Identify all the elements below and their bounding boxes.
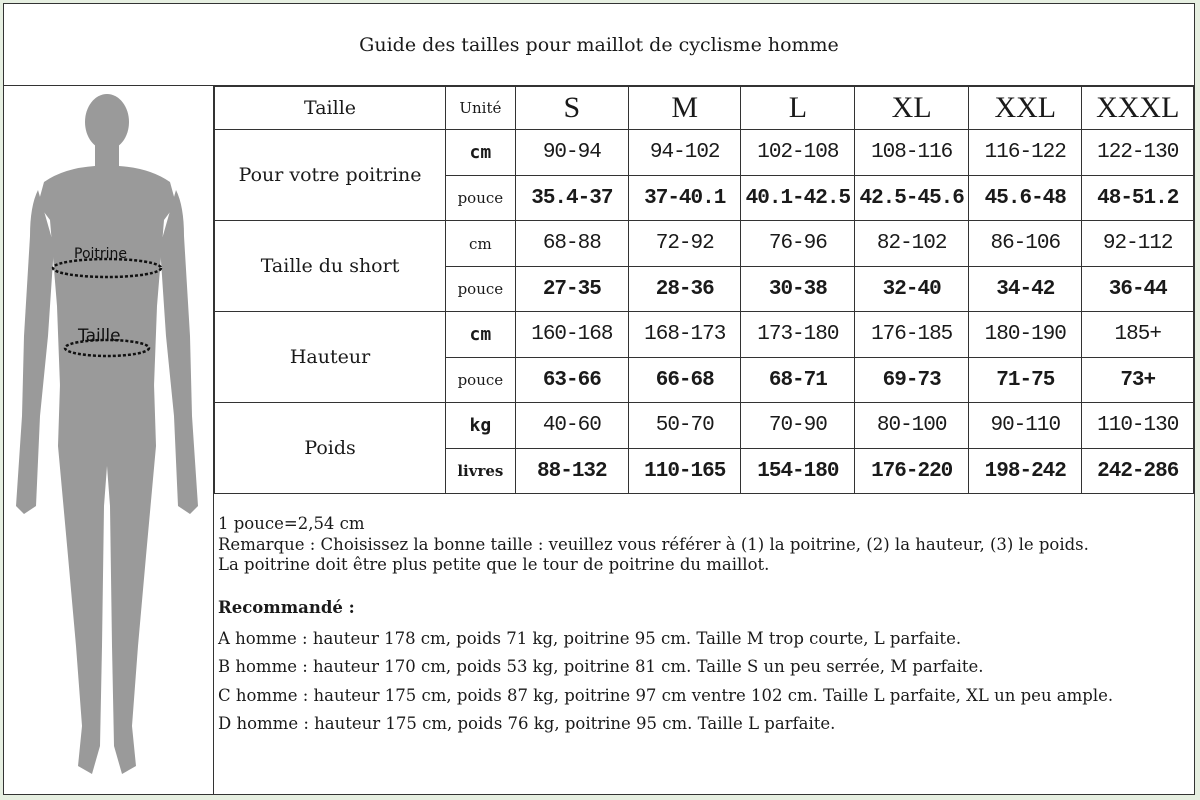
size-guide-frame [3, 3, 1195, 795]
value-cell: 68-88 [515, 221, 628, 267]
recommendation-case: A homme : hauteur 178 cm, poids 71 kg, poitrine 95 cm. Taille M trop courte, L parfaite. [218, 628, 962, 648]
body-silhouette-icon [4, 86, 212, 794]
value-cell: 45.6-48 [969, 176, 1082, 221]
value-cell: 88-132 [515, 449, 628, 494]
value-cell: 110-130 [1082, 403, 1194, 449]
value-cell: 102-108 [741, 130, 855, 176]
value-cell: 242-286 [1082, 449, 1194, 494]
value-cell: 48-51.2 [1082, 176, 1194, 221]
value-cell: 72-92 [629, 221, 741, 267]
value-cell: 68-71 [741, 358, 855, 403]
header-size-label: Taille [215, 87, 446, 130]
value-cell: 76-96 [741, 221, 855, 267]
unit-cell: cm [446, 312, 516, 358]
remark-line-2: La poitrine doit être plus petite que le tour de poitrine du maillot. [218, 555, 770, 575]
value-cell: 69-73 [855, 358, 969, 403]
table-row [215, 130, 1194, 176]
value-cell: 94-102 [629, 130, 741, 176]
value-cell: 63-66 [515, 358, 628, 403]
size-table-wrap [214, 86, 1194, 494]
unit-cell: kg [446, 403, 516, 449]
group-label-chest: Pour votre poitrine [215, 130, 446, 221]
recommended-title: Recommandé : [218, 597, 355, 617]
value-cell: 154-180 [741, 449, 855, 494]
table-row [215, 403, 1194, 449]
unit-cell: cm [446, 130, 516, 176]
unit-cell: pouce [446, 176, 516, 221]
size-table [214, 86, 1194, 494]
table-row [215, 312, 1194, 358]
value-cell: 92-112 [1082, 221, 1194, 267]
value-cell: 122-130 [1082, 130, 1194, 176]
value-cell: 34-42 [969, 267, 1082, 312]
waist-label: Taille [78, 326, 121, 346]
value-cell: 173-180 [741, 312, 855, 358]
value-cell: 168-173 [629, 312, 741, 358]
size-header-s: S [515, 87, 628, 130]
value-cell: 71-75 [969, 358, 1082, 403]
notes-section [218, 514, 1193, 743]
size-header-xl: XL [855, 87, 969, 130]
value-cell: 160-168 [515, 312, 628, 358]
value-cell: 42.5-45.6 [855, 176, 969, 221]
recommendation-case: C homme : hauteur 175 cm, poids 87 kg, poitrine 97 cm ventre 102 cm. Taille L parfaite, XL un peu ample. [218, 685, 1114, 705]
value-cell: 37-40.1 [629, 176, 741, 221]
value-cell: 180-190 [969, 312, 1082, 358]
value-cell: 176-185 [855, 312, 969, 358]
title-bar [4, 4, 1194, 86]
value-cell: 90-94 [515, 130, 628, 176]
unit-cell: livres [446, 449, 516, 494]
unit-cell: cm [446, 221, 516, 267]
remark-line-1: Remarque : Choisissez la bonne taille : veuillez vous référer à (1) la poitrine, (2) la hauteur, (3) le poids. [218, 534, 1089, 554]
value-cell: 73+ [1082, 358, 1194, 403]
value-cell: 82-102 [855, 221, 969, 267]
conversion-note: 1 pouce=2,54 cm [218, 514, 365, 533]
group-label-shorts: Taille du short [215, 221, 446, 312]
group-label-weight: Poids [215, 403, 446, 494]
table-row [215, 221, 1194, 267]
value-cell: 110-165 [629, 449, 741, 494]
value-cell: 30-38 [741, 267, 855, 312]
value-cell: 28-36 [629, 267, 741, 312]
value-cell: 50-70 [629, 403, 741, 449]
value-cell: 116-122 [969, 130, 1082, 176]
value-cell: 40.1-42.5 [741, 176, 855, 221]
value-cell: 40-60 [515, 403, 628, 449]
value-cell: 70-90 [741, 403, 855, 449]
value-cell: 108-116 [855, 130, 969, 176]
chest-label: Poitrine [74, 246, 128, 262]
size-header-m: M [629, 87, 741, 130]
header-unit-label: Unité [446, 87, 516, 130]
value-cell: 176-220 [855, 449, 969, 494]
value-cell: 198-242 [969, 449, 1082, 494]
recommendation-case: B homme : hauteur 170 cm, poids 53 kg, poitrine 81 cm. Taille S un peu serrée, M parfaite. [218, 657, 984, 677]
page-title: Guide des tailles pour maillot de cyclisme homme [359, 33, 839, 56]
value-cell: 185+ [1082, 312, 1194, 358]
value-cell: 66-68 [629, 358, 741, 403]
unit-cell: pouce [446, 267, 516, 312]
size-header-l: L [741, 87, 855, 130]
value-cell: 32-40 [855, 267, 969, 312]
value-cell: 27-35 [515, 267, 628, 312]
value-cell: 86-106 [969, 221, 1082, 267]
size-header-xxl: XXL [969, 87, 1082, 130]
value-cell: 90-110 [969, 403, 1082, 449]
body-figure-panel [4, 86, 214, 794]
value-cell: 35.4-37 [515, 176, 628, 221]
value-cell: 36-44 [1082, 267, 1194, 312]
header-row [215, 87, 1194, 130]
group-label-height: Hauteur [215, 312, 446, 403]
recommendation-case: D homme : hauteur 175 cm, poids 76 kg, poitrine 95 cm. Taille L parfaite. [218, 714, 836, 734]
value-cell: 80-100 [855, 403, 969, 449]
size-header-xxxl: XXXL [1082, 87, 1194, 130]
unit-cell: pouce [446, 358, 516, 403]
